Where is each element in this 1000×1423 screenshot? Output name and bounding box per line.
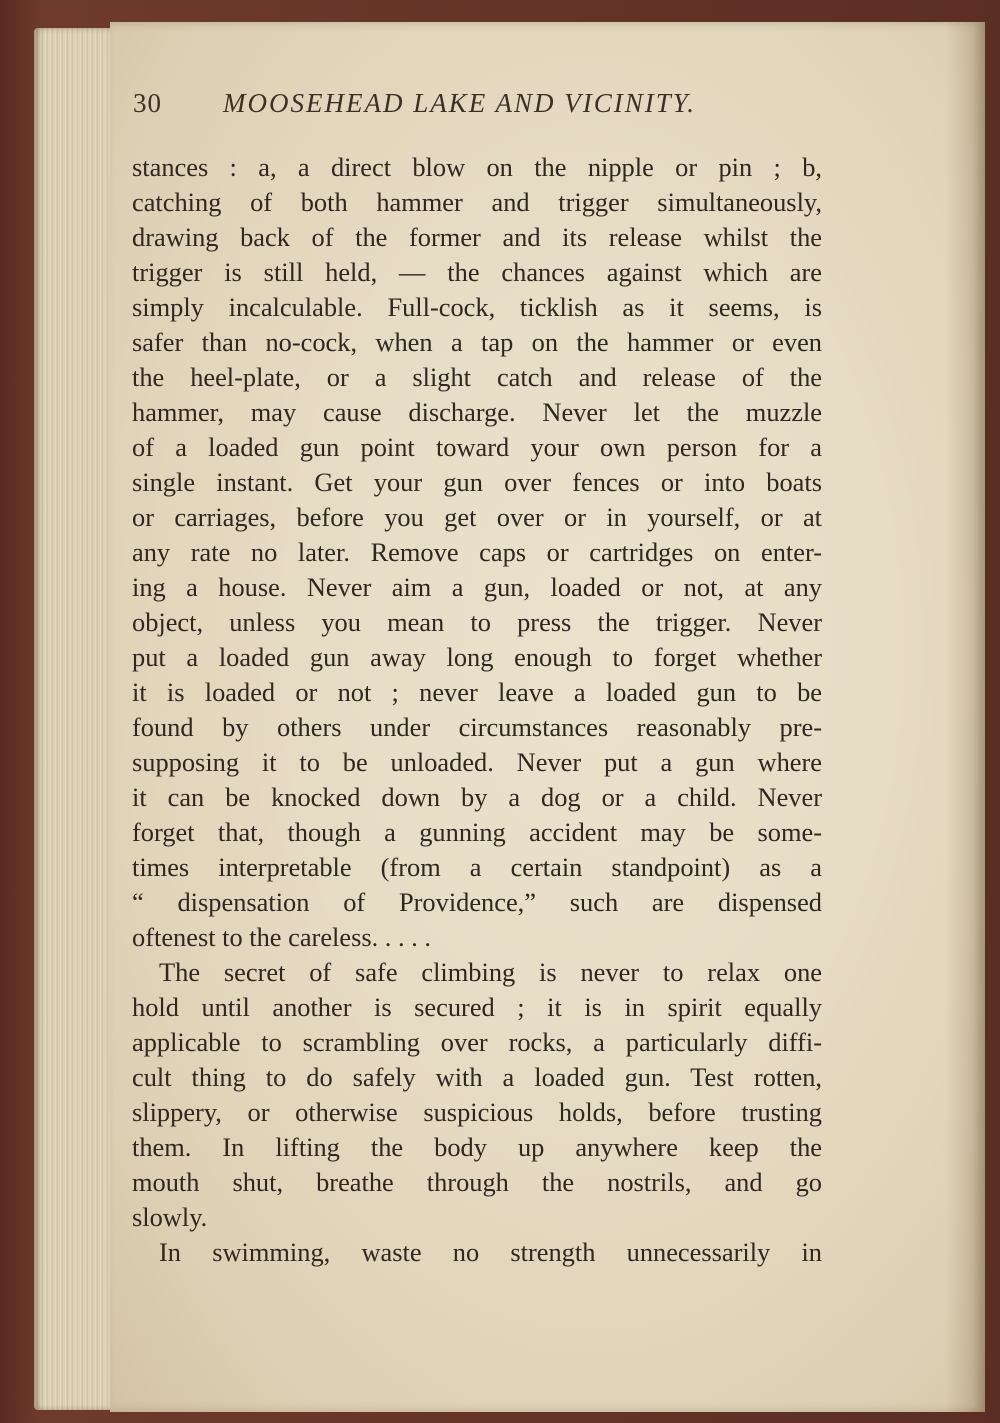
text-line: of a loaded gun point toward your own person for a <box>132 432 822 462</box>
text-line: ing a house. Never aim a gun, loaded or not, at any <box>132 572 822 602</box>
text-line: safer than no-cock, when a tap on the hammer or even <box>132 327 822 357</box>
text-line: drawing back of the former and its release whilst the <box>132 222 822 252</box>
running-title: MOOSEHEAD LAKE AND VICINITY. <box>223 88 697 118</box>
text-line: simply incalculable. Full-cock, ticklish as it seems, is <box>132 292 822 322</box>
text-line: any rate no later. Remove caps or cartridges on enter- <box>132 537 822 567</box>
text-line: it is loaded or not ; never leave a loaded gun to be <box>132 677 822 707</box>
text-line: trigger is still held, — the chances against which are <box>132 257 822 287</box>
text-line: “ dispensation of Providence,” such are dispensed <box>132 887 822 917</box>
text-line: found by others under circumstances reasonably pre- <box>132 712 822 742</box>
text-line: catching of both hammer and trigger simultaneously, <box>132 187 822 217</box>
text-line: supposing it to be unloaded. Never put a gun where <box>132 747 822 777</box>
page-number: 30 <box>133 88 162 118</box>
text-line: it can be knocked down by a dog or a child. Never <box>132 782 822 812</box>
text-line: oftenest to the careless. . . . . <box>132 922 431 952</box>
text-line: single instant. Get your gun over fences or into boats <box>132 467 822 497</box>
body-text <box>132 150 822 1270</box>
text-line: The secret of safe climbing is never to relax one <box>159 957 822 987</box>
text-line: object, unless you mean to press the trigger. Never <box>132 607 822 637</box>
text-line: In swimming, waste no strength unnecessarily in <box>159 1237 822 1267</box>
text-line: slowly. <box>132 1202 208 1232</box>
text-line: hold until another is secured ; it is in spirit equally <box>132 992 822 1022</box>
text-line: cult thing to do safely with a loaded gun. Test rotten, <box>132 1062 822 1092</box>
text-line: mouth shut, breathe through the nostrils, and go <box>132 1167 822 1197</box>
text-line: applicable to scrambling over rocks, a particularly diffi- <box>132 1027 822 1057</box>
text-line: hammer, may cause discharge. Never let the muzzle <box>132 397 822 427</box>
running-head <box>133 88 853 119</box>
text-line: times interpretable (from a certain standpoint) as a <box>132 852 822 882</box>
text-line: the heel-plate, or a slight catch and release of the <box>132 362 822 392</box>
text-line: slippery, or otherwise suspicious holds, before trusting <box>132 1097 822 1127</box>
text-line: stances : a, a direct blow on the nipple or pin ; b, <box>132 152 822 182</box>
text-line: or carriages, before you get over or in yourself, or at <box>132 502 822 532</box>
text-line: them. In lifting the body up anywhere keep the <box>132 1132 822 1162</box>
text-line: put a loaded gun away long enough to forget whether <box>132 642 822 672</box>
text-line: forget that, though a gunning accident may be some- <box>132 817 822 847</box>
